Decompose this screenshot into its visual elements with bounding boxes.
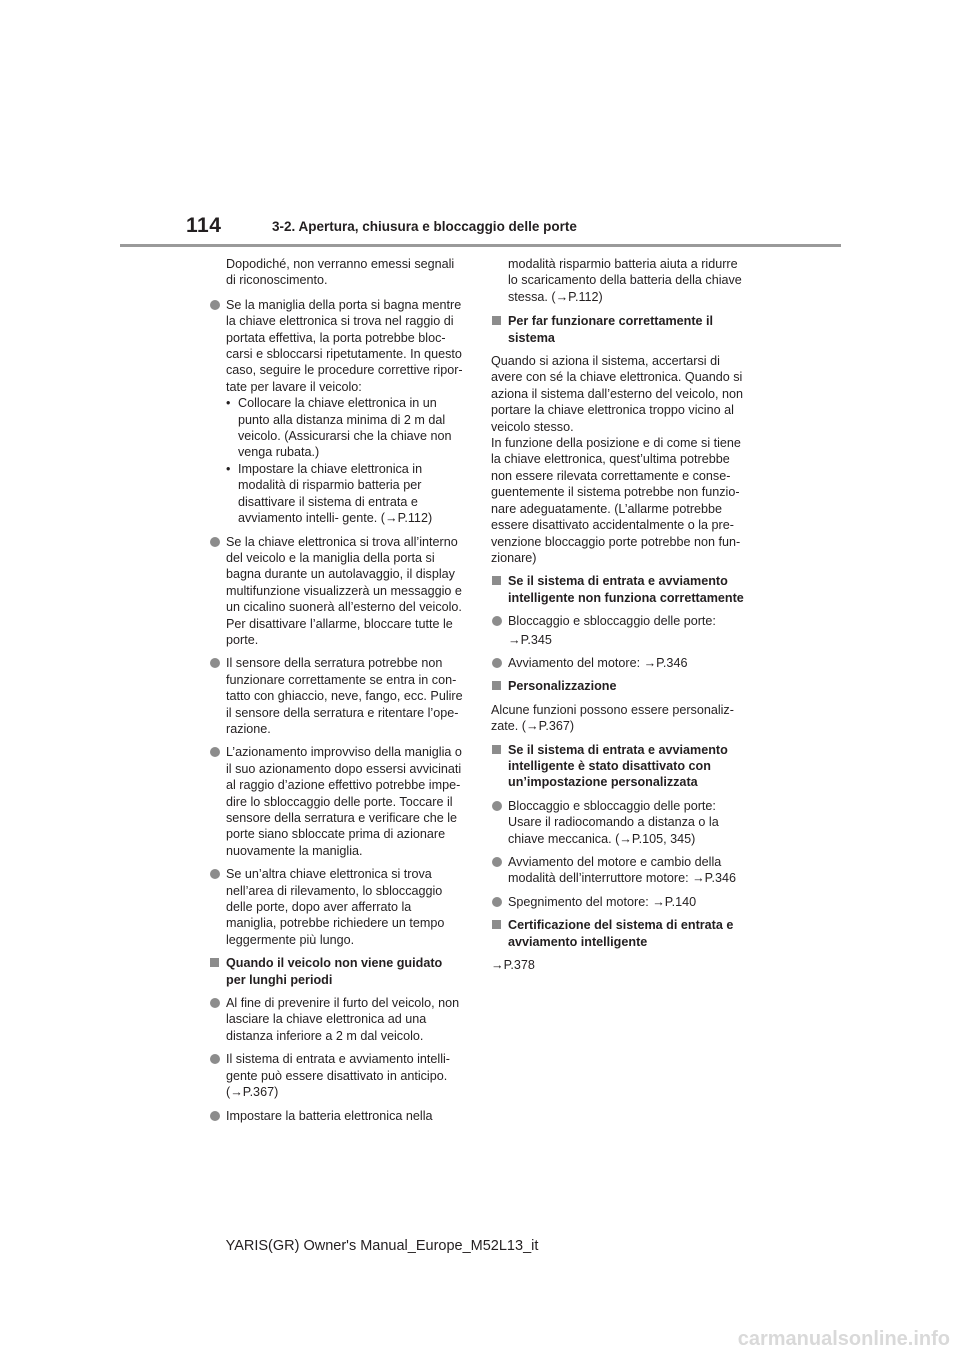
square-bullet-icon [492, 316, 501, 325]
bullet-item: Spegnimento del motore: →P.140 [491, 894, 746, 910]
sub-item: • Collocare la chiave elettronica in un punto alla distanza minima di 2 m dal veicolo. (Assicurarsi che la chiave non venga rubata.) [226, 396, 452, 460]
bullet-item: Impostare la batteria elettronica nella [209, 1108, 464, 1124]
subsection-heading: Personalizzazione [491, 678, 746, 694]
paragraph: Quando si aziona il sistema, accertarsi di avere con sé la chiave elettronica. Quando si aziona il sistema dall’esterno del veicolo, non portare la chiave elettronica troppo vicino al veicolo stesso. In funzione della posizione e di come si tiene la chiave elettronica, quest’ultima potrebbe non essere rilevata correttamente e conse- guentemente il sistema potrebbe non funzio- nare adeguatamente. (L’allarme potrebbe essere disattivato accidentalmente o la pre- venzione bloccaggio porte potrebbe non fun- zionare) [491, 354, 744, 565]
page-footer [0, 1238, 960, 1254]
bullet-item: L’azionamento improvviso della maniglia o il suo azionamento dopo essersi avvicinati al raggio d’azione effettivo potrebbe impe- dire lo sbloccaggio delle porte. Toccare il sensore della serratura e verificare che le porte siano sbloccate prima di azionare nuovamente la maniglia. [209, 744, 464, 859]
paragraph: Alcune funzioni possono essere personaliz- zate. (→P.367) [491, 702, 734, 734]
page-header [0, 0, 960, 250]
square-bullet-icon [492, 920, 501, 929]
continued-text: modalità risparmio batteria aiuta a ridurre lo scaricamento della batteria della chiave stessa. (→P.112) [508, 257, 742, 304]
dot-bullet-icon: • [226, 461, 231, 476]
circle-bullet-icon [492, 658, 502, 668]
left-column [209, 256, 464, 1131]
circle-bullet-icon [210, 300, 220, 310]
circle-bullet-icon [492, 897, 502, 907]
right-column [491, 256, 746, 980]
circle-bullet-icon [210, 1111, 220, 1121]
square-bullet-icon [492, 681, 501, 690]
bullet-item: Avviamento del motore: →P.346 [491, 655, 746, 671]
watermark-logo: carmanualsonline.info [737, 1328, 950, 1350]
dot-bullet-icon: • [226, 396, 231, 411]
bullet-item: Se un’altra chiave elettronica si trova nell’area di rilevamento, lo sbloccaggio delle porte, dopo aver afferrato la maniglia, potrebbe richiedere un tempo leggermente più lungo. [209, 866, 464, 948]
bullet-item: Bloccaggio e sbloccaggio delle porte: Usare il radiocomando a distanza o la chiave meccanica. (→P.105, 345) [491, 798, 746, 847]
bullet-item: Avviamento del motore e cambio della modalità dell’interruttore motore: →P.346 [491, 854, 746, 887]
page-reference: →P.378 [491, 958, 535, 973]
circle-bullet-icon [492, 801, 502, 811]
subsection-heading: Se il sistema di entrata e avviamento intelligente è stato disattivato con un’impostazione personalizzata [491, 742, 746, 791]
manual-code: YARIS(GR) Owner's Manual_Europe_M52L13_it [225, 1238, 539, 1254]
bullet-item: Il sensore della serratura potrebbe non funzionare correttamente se entra in con- tatto con ghiaccio, neve, fango, ecc. Pulire il sensore della serratura e ritentare l’ope- razione. [209, 655, 464, 737]
subsection-heading: Certificazione del sistema di entrata e avviamento intelligente [491, 917, 746, 950]
continued-text: Dopodiché, non verranno emessi segnali di riconoscimento. [226, 257, 455, 288]
sub-item: • Impostare la chiave elettronica in modalità di risparmio batteria per disattivare il sistema di entrata e avviamento intelli- gente. (→P.112) [226, 461, 433, 526]
subsection-heading: Per far funzionare correttamente il sistema [491, 313, 746, 346]
subsection-heading: Quando il veicolo non viene guidato per lunghi periodi [209, 955, 464, 988]
bullet-item: Al fine di prevenire il furto del veicolo, non lasciare la chiave elettronica ad una distanza inferiore a 2 m dal veicolo. [209, 995, 464, 1044]
circle-bullet-icon [210, 658, 220, 668]
subsection-heading: Se il sistema di entrata e avviamento intelligente non funziona correttamente [491, 573, 746, 606]
bullet-item: Se la maniglia della porta si bagna mentre la chiave elettronica si trova nel raggio di portata effettiva, la porta potrebbe bloc- carsi e sbloccarsi ripetutamente. In questo caso, seguire le procedure correttive ripor- tate per lavare il veicolo: • Collocare la chiave elettronica in un punto alla distanza minima di 2 m dal veicolo. (Assicurarsi che la chiave non venga rubata.) • Impostare la chiave elettronica in modalità di risparmio batteria per disattivare il sistema di entrata e avviamento intelli- gente. (→P.112) [209, 297, 464, 527]
page-number: 114 [186, 214, 222, 237]
circle-bullet-icon [210, 747, 220, 757]
circle-bullet-icon [210, 1054, 220, 1064]
bullet-item: Il sistema di entrata e avviamento intelli- gente può essere disattivato in anticipo. (→P.367) [209, 1051, 464, 1100]
page-reference: →P.345 [508, 632, 552, 647]
circle-bullet-icon [210, 869, 220, 879]
circle-bullet-icon [492, 616, 502, 626]
circle-bullet-icon [210, 537, 220, 547]
circle-bullet-icon [492, 857, 502, 867]
section-title: 3-2. Apertura, chiusura e bloccaggio delle porte [272, 219, 577, 234]
square-bullet-icon [210, 958, 219, 967]
square-bullet-icon [492, 745, 501, 754]
circle-bullet-icon [210, 998, 220, 1008]
header-rule [120, 244, 841, 247]
bullet-item: Se la chiave elettronica si trova all’interno del veicolo e la maniglia della porta si bagna durante un autolavaggio, il display multifunzione visualizzerà un messaggio e un cicalino suonerà all’esterno del veicolo. Per disattivare l’allarme, bloccare tutte le porte. [209, 534, 464, 649]
bullet-item: Bloccaggio e sbloccaggio delle porte: →P.345 [491, 613, 746, 648]
square-bullet-icon [492, 576, 501, 585]
